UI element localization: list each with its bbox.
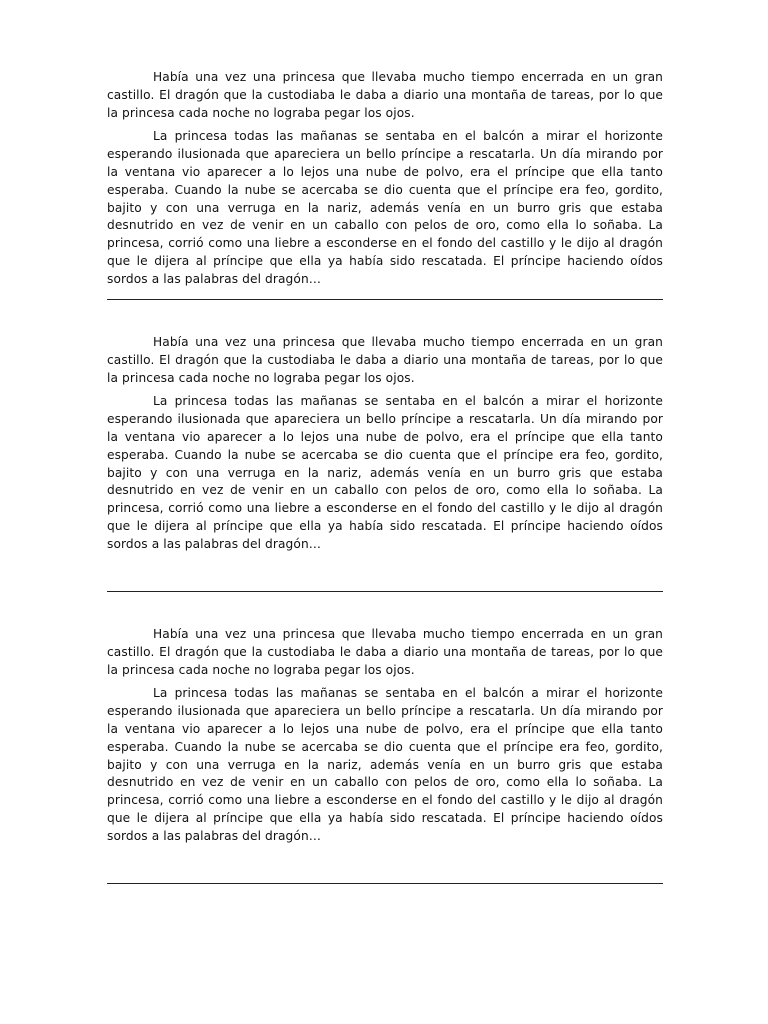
- story-paragraph-intro: Había una vez una princesa que llevaba mucho tiempo encerrada en un gran castillo. El dragón que la custodiaba le daba a diario una montaña de tareas, por lo que la princesa cada noche no lograba pegar los ojos.: [107, 70, 663, 120]
- story-block-3: [107, 626, 663, 846]
- story-block-1: [107, 69, 663, 289]
- cut-line-divider: [107, 299, 663, 300]
- cut-line-divider: [107, 883, 663, 884]
- story-paragraph-intro: Había una vez una princesa que llevaba mucho tiempo encerrada en un gran castillo. El dragón que la custodiaba le daba a diario una montaña de tareas, por lo que la princesa cada noche no lograba pegar los ojos.: [107, 627, 663, 677]
- story-paragraph-body: La princesa todas las mañanas se sentaba en el balcón a mirar el horizonte esperando ilusionada que apareciera un bello príncipe a rescatarla. Un día mirando por la ventana vio aparecer a lo lejos una nube de polvo, era el príncipe que ella tanto esperaba. Cuando la nube se acercaba se dio cuenta que el príncipe era feo, gordito, bajito y con una verruga en la nariz, además venía en un burro gris que estaba desnutrido en vez de venir en un caballo con pelos de oro, como ella lo soñaba. La princesa, corrió como una liebre a esconderse en el fondo del castillo y le dijo al dragón que le dijera al príncipe que ella ya había sido rescatada. El príncipe haciendo oídos sordos a las palabras del dragón…: [107, 686, 663, 843]
- cut-line-divider: [107, 591, 663, 592]
- story-paragraph-intro: Había una vez una princesa que llevaba mucho tiempo encerrada en un gran castillo. El dragón que la custodiaba le daba a diario una montaña de tareas, por lo que la princesa cada noche no lograba pegar los ojos.: [107, 335, 663, 385]
- story-paragraph-body: La princesa todas las mañanas se sentaba en el balcón a mirar el horizonte esperando ilusionada que apareciera un bello príncipe a rescatarla. Un día mirando por la ventana vio aparecer a lo lejos una nube de polvo, era el príncipe que ella tanto esperaba. Cuando la nube se acercaba se dio cuenta que el príncipe era feo, gordito, bajito y con una verruga en la nariz, además venía en un burro gris que estaba desnutrido en vez de venir en un caballo con pelos de oro, como ella lo soñaba. La princesa, corrió como una liebre a esconderse en el fondo del castillo y le dijo al dragón que le dijera al príncipe que ella ya había sido rescatada. El príncipe haciendo oídos sordos a las palabras del dragón…: [107, 129, 663, 286]
- story-block-2: [107, 334, 663, 554]
- story-paragraph-body: La princesa todas las mañanas se sentaba en el balcón a mirar el horizonte esperando ilusionada que apareciera un bello príncipe a rescatarla. Un día mirando por la ventana vio aparecer a lo lejos una nube de polvo, era el príncipe que ella tanto esperaba. Cuando la nube se acercaba se dio cuenta que el príncipe era feo, gordito, bajito y con una verruga en la nariz, además venía en un burro gris que estaba desnutrido en vez de venir en un caballo con pelos de oro, como ella lo soñaba. La princesa, corrió como una liebre a esconderse en el fondo del castillo y le dijo al dragón que le dijera al príncipe que ella ya había sido rescatada. El príncipe haciendo oídos sordos a las palabras del dragón…: [107, 394, 663, 551]
